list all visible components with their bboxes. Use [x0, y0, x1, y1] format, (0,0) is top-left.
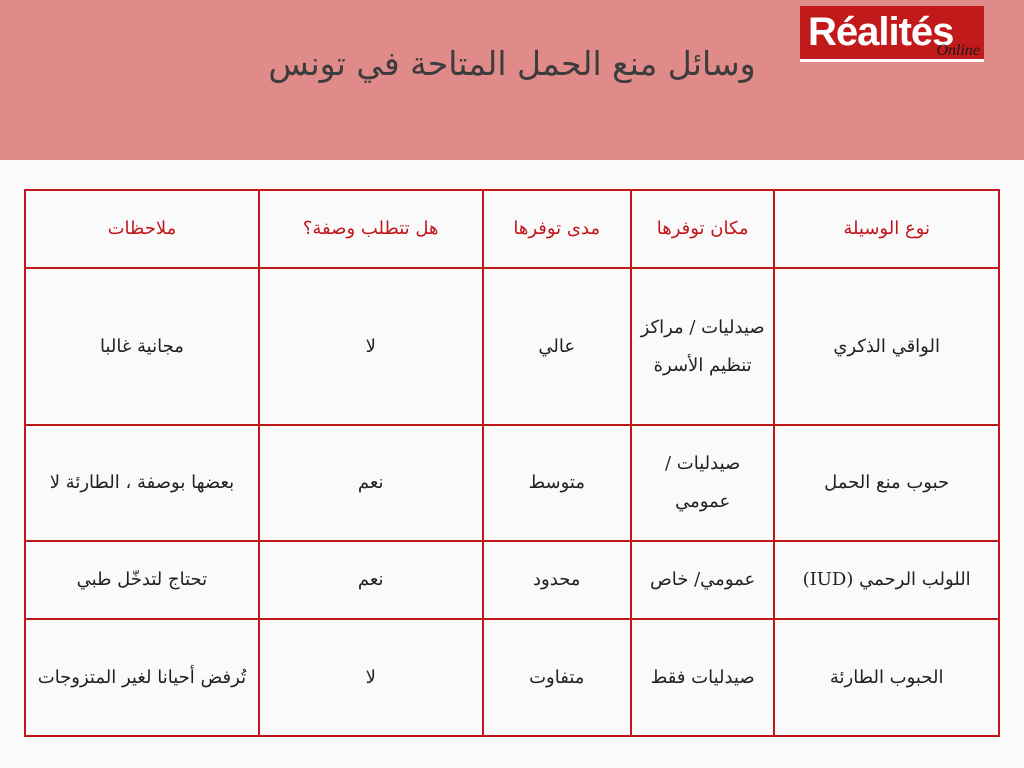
page-title: وسائل منع الحمل المتاحة في تونس: [268, 44, 756, 83]
cell-availability: متوسط: [483, 425, 631, 541]
cell-method-type: اللولب الرحمي (IUD): [774, 541, 999, 619]
cell-prescription: لا: [259, 619, 483, 736]
header-availability: مدى توفرها: [483, 190, 631, 268]
cell-location: صيدليات / مراكز تنظيم الأسرة: [631, 268, 774, 425]
cell-location: صيدليات فقط: [631, 619, 774, 736]
brand-logo: [800, 6, 984, 62]
cell-availability: محدود: [483, 541, 631, 619]
table-header-row: [25, 190, 999, 268]
cell-prescription: لا: [259, 268, 483, 425]
table-row: [25, 541, 999, 619]
cell-location: صيدليات / عمومي: [631, 425, 774, 541]
table-row: [25, 425, 999, 541]
cell-availability: متفاوت: [483, 619, 631, 736]
cell-notes: بعضها بوصفة ، الطارئة لا: [25, 425, 259, 541]
table-row: [25, 268, 999, 425]
logo-text: Réalités: [808, 10, 954, 54]
header-prescription: هل تتطلب وصفة؟: [259, 190, 483, 268]
cell-location: عمومي/ خاص: [631, 541, 774, 619]
cell-prescription: نعم: [259, 425, 483, 541]
cell-availability: عالي: [483, 268, 631, 425]
logo-subtext: Online: [936, 42, 980, 59]
cell-notes: تُرفض أحيانا لغير المتزوجات: [25, 619, 259, 736]
header-banner: [0, 0, 1024, 160]
table-row: [25, 619, 999, 736]
cell-notes: مجانية غالبا: [25, 268, 259, 425]
cell-prescription: نعم: [259, 541, 483, 619]
contraception-table-container: [24, 189, 1000, 737]
header-method-type: نوع الوسيلة: [774, 190, 999, 268]
cell-method-type: حبوب منع الحمل: [774, 425, 999, 541]
header-notes: ملاحظات: [25, 190, 259, 268]
cell-method-type: الحبوب الطارئة: [774, 619, 999, 736]
contraception-table: [24, 189, 1000, 737]
cell-notes: تحتاج لتدخّل طبي: [25, 541, 259, 619]
cell-method-type: الواقي الذكري: [774, 268, 999, 425]
header-location: مكان توفرها: [631, 190, 774, 268]
